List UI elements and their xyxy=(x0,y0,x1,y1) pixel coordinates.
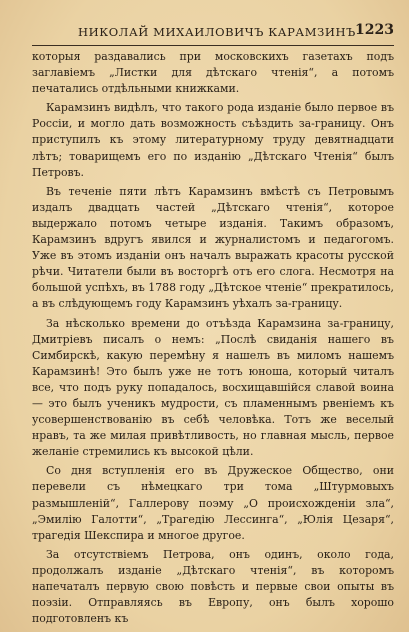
paragraph: Со дня вступленія его въ Дружеское Общество, они перевели съ нѣмецкаго три тома „Штурмовыхъ размышленій“, Галлерову поэму „О происхожденіи зла“, „Эмилію Галотти“, „Трагедію Лессинга“, „Юлія Цезаря“, трагедія Шекспира и многое другое. xyxy=(32,464,394,542)
body-text xyxy=(32,49,394,627)
paragraph: За отсутствіемъ Петрова, онъ одинъ, около года, продолжалъ изданіе „Дѣтскаго чтенія“, въ которомъ напечаталъ первую свою повѣсть и первые свои опыты въ поэзіи. Отправляясь въ Европу, онъ былъ хорошо подготовленъ къ xyxy=(32,547,394,626)
paragraph: которыя раздавались при московскихъ газетахъ подъ заглавіемъ „Листки для дѣтскаго чтенія“, а потомъ печатались отдѣльными книжками. xyxy=(32,50,394,96)
paragraph: Карамзинъ видѣлъ, что такого рода изданіе было первое въ Россіи, и могло дать возможность съѣздить за-границу. Онъ приступилъ къ этому литературному труду девятнадцати лѣтъ; товарищемъ его по изданію „Дѣтскаго Чтенія“ былъ Петровъ. xyxy=(32,101,394,179)
paragraph: За нѣсколько времени до отъѣзда Карамзина за-границу, Дмитріевъ писалъ о немъ: „Послѣ свиданія нашего въ Симбирскѣ, какую перемѣну я нашелъ въ миломъ нашемъ Карамзинѣ! Это былъ уже не тотъ юноша, который читалъ все, что подъ руку попадалось, восхищавшійся славой воина— это былъ ученикъ мудрости, съ пламеннымъ рвеніемъ къ усовершенствованію въ себѣ человѣка. Тотъ же веселый нравъ, та же милая привѣтливость, но главная мысль, первое желаніе стремились къ высокой цѣли. xyxy=(32,316,394,459)
running-head xyxy=(28,22,394,44)
header-rule xyxy=(32,45,394,46)
running-title: НИКОЛАЙ МИХАИЛОВИЧЪ КАРАМЗИНЪ xyxy=(78,25,356,39)
paragraph: Въ теченіе пяти лѣтъ Карамзинъ вмѣстѣ съ Петровымъ издалъ двадцать частей „Дѣтскаго чтенія“, которое выдержало потомъ четыре изданія. Такимъ образомъ, Карамзинъ вдругъ явился и журналистомъ и педагогомъ. Уже въ этомъ изданіи онъ началъ выражать красоты русской рѣчи. Читатели были въ восторгѣ отъ его слога. Несмотря на большой успѣхъ, въ 1788 году „Дѣтское чтеніе“ прекратилось, а въ слѣдующемъ году Карамзинъ уѣхалъ за-границу. xyxy=(32,184,394,311)
page-number: 1223 xyxy=(355,22,394,38)
